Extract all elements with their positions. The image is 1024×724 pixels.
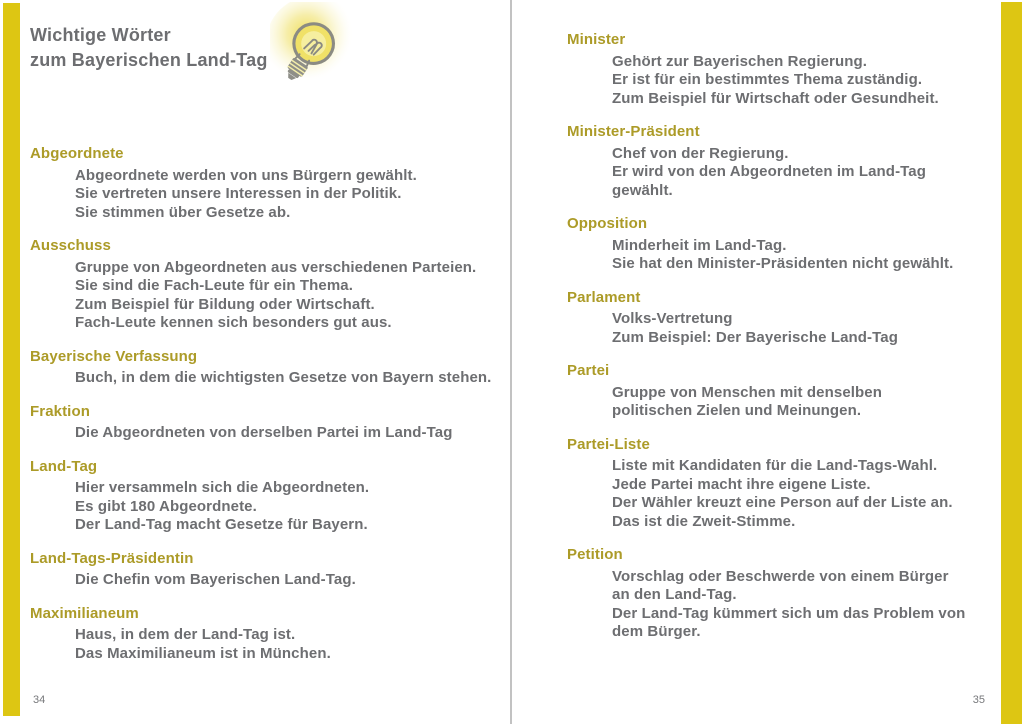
glossary-definition — [30, 259, 495, 333]
definition-line: Der Wähler kreuzt eine Person auf der Liste an. — [612, 494, 953, 511]
page-left — [30, 23, 495, 678]
definition-line: Sie vertreten unsere Interessen in der Politik. — [75, 185, 402, 202]
glossary-term: Minister — [567, 31, 626, 48]
definition-line: Es gibt 180 Abgeordnete. — [75, 497, 257, 515]
glossary-entry — [30, 458, 495, 535]
glossary-list-left — [30, 145, 495, 663]
glossary-entry — [567, 546, 990, 642]
glossary-entry — [30, 403, 495, 443]
glossary-entry — [30, 348, 495, 388]
definition-line: Zum Beispiel für Wirtschaft oder Gesundheit. — [612, 89, 939, 107]
definition-line: gewählt. — [612, 181, 673, 199]
lightbulb-icon — [270, 2, 374, 106]
definition-line: Zum Beispiel für Bildung oder Wirtschaft. — [75, 295, 375, 313]
definition-line: Gehört zur Bayerischen Regierung. — [612, 52, 868, 70]
definition-line: Die Abgeordneten von derselben Partei im Land-Tag — [75, 424, 453, 441]
glossary-definition — [30, 424, 495, 443]
glossary-list-right — [567, 31, 990, 642]
glossary-definition — [30, 167, 495, 223]
glossary-definition — [567, 457, 990, 531]
definition-line: politischen Zielen und Meinungen. — [612, 402, 862, 419]
page-title-line1: Wichtige Wörter — [30, 25, 171, 45]
page-number-left: 34 — [33, 694, 46, 706]
glossary-term: Parlament — [567, 288, 641, 306]
glossary-entry — [567, 289, 990, 348]
glossary-term: Fraktion — [30, 402, 90, 420]
glossary-definition — [567, 145, 990, 201]
definition-line: Volks-Vertretung — [612, 310, 733, 327]
glossary-definition — [567, 310, 990, 347]
definition-line: Er ist für ein bestimmtes Thema zuständig. — [612, 71, 923, 88]
definition-line: Sie stimmen über Gesetze ab. — [75, 203, 291, 221]
definition-line: Vorschlag oder Beschwerde von einem Bürger — [612, 567, 949, 585]
page-title-line2: zum Bayerischen Land-Tag — [30, 50, 268, 70]
definition-line: Chef von der Regierung. — [612, 144, 789, 162]
left-accent-bar — [3, 3, 20, 716]
definition-line: Fach-Leute kennen sich besonders gut aus. — [75, 314, 392, 331]
glossary-entry — [567, 31, 990, 108]
glossary-term: Partei-Liste — [567, 435, 650, 453]
glossary-term: Partei — [567, 362, 610, 379]
right-accent-bar — [1001, 2, 1022, 724]
glossary-term: Abgeordnete — [30, 145, 124, 162]
glossary-definition — [30, 369, 495, 388]
glossary-entry — [30, 237, 495, 333]
glossary-term: Maximilianeum — [30, 604, 139, 622]
glossary-term: Land-Tags-Präsidentin — [30, 549, 194, 567]
definition-line: Minderheit im Land-Tag. — [612, 236, 787, 254]
definition-line: Das Maximilianeum ist in München. — [75, 644, 331, 662]
definition-line: Der Land-Tag macht Gesetze für Bayern. — [75, 516, 368, 533]
glossary-definition — [567, 568, 990, 642]
glossary-entry — [30, 605, 495, 664]
definition-line: Hier versammeln sich die Abgeordneten. — [75, 479, 370, 496]
definition-line: Haus, in dem der Land-Tag ist. — [75, 626, 296, 643]
glossary-term: Bayerische Verfassung — [30, 347, 198, 365]
page-title — [30, 23, 495, 73]
definition-line: Zum Beispiel: Der Bayerische Land-Tag — [612, 328, 898, 346]
definition-line: Das ist die Zweit-Stimme. — [612, 512, 796, 530]
page-right — [567, 31, 990, 657]
glossary-entry — [567, 362, 990, 421]
glossary-entry — [567, 215, 990, 274]
definition-line: Sie hat den Minister-Präsidenten nicht gewählt. — [612, 255, 954, 272]
glossary-term: Land-Tag — [30, 457, 98, 475]
glossary-entry — [30, 550, 495, 590]
glossary-definition — [30, 479, 495, 535]
glossary-entry — [30, 145, 495, 222]
glossary-definition — [30, 626, 495, 663]
definition-line: Jede Partei macht ihre eigene Liste. — [612, 475, 871, 493]
definition-line: Der Land-Tag kümmert sich um das Problem von — [612, 604, 966, 622]
page-header — [30, 23, 495, 73]
definition-line: Abgeordnete werden von uns Bürgern gewählt. — [75, 166, 417, 184]
glossary-term: Opposition — [567, 215, 648, 232]
definition-line: an den Land-Tag. — [612, 586, 737, 603]
page-number-right: 35 — [972, 694, 985, 706]
page-divider — [510, 0, 512, 724]
definition-line: Sie sind die Fach-Leute für ein Thema. — [75, 277, 354, 294]
glossary-definition — [567, 53, 990, 109]
glossary-term: Petition — [567, 546, 623, 563]
definition-line: Er wird von den Abgeordneten im Land-Tag — [612, 163, 927, 180]
definition-line: Gruppe von Abgeordneten aus verschiedenen Parteien. — [75, 258, 477, 276]
definition-line: Gruppe von Menschen mit denselben — [612, 383, 883, 401]
definition-line: Buch, in dem die wichtigsten Gesetze von Bayern stehen. — [75, 369, 492, 386]
definition-line: dem Bürger. — [612, 623, 701, 640]
glossary-definition — [567, 384, 990, 421]
glossary-definition — [567, 237, 990, 274]
glossary-term: Ausschuss — [30, 237, 111, 254]
glossary-term: Minister-Präsident — [567, 123, 700, 140]
glossary-entry — [567, 123, 990, 200]
glossary-definition — [30, 571, 495, 590]
definition-line: Liste mit Kandidaten für die Land-Tags-Wahl. — [612, 457, 938, 474]
glossary-entry — [567, 436, 990, 532]
definition-line: Die Chefin vom Bayerischen Land-Tag. — [75, 571, 356, 588]
